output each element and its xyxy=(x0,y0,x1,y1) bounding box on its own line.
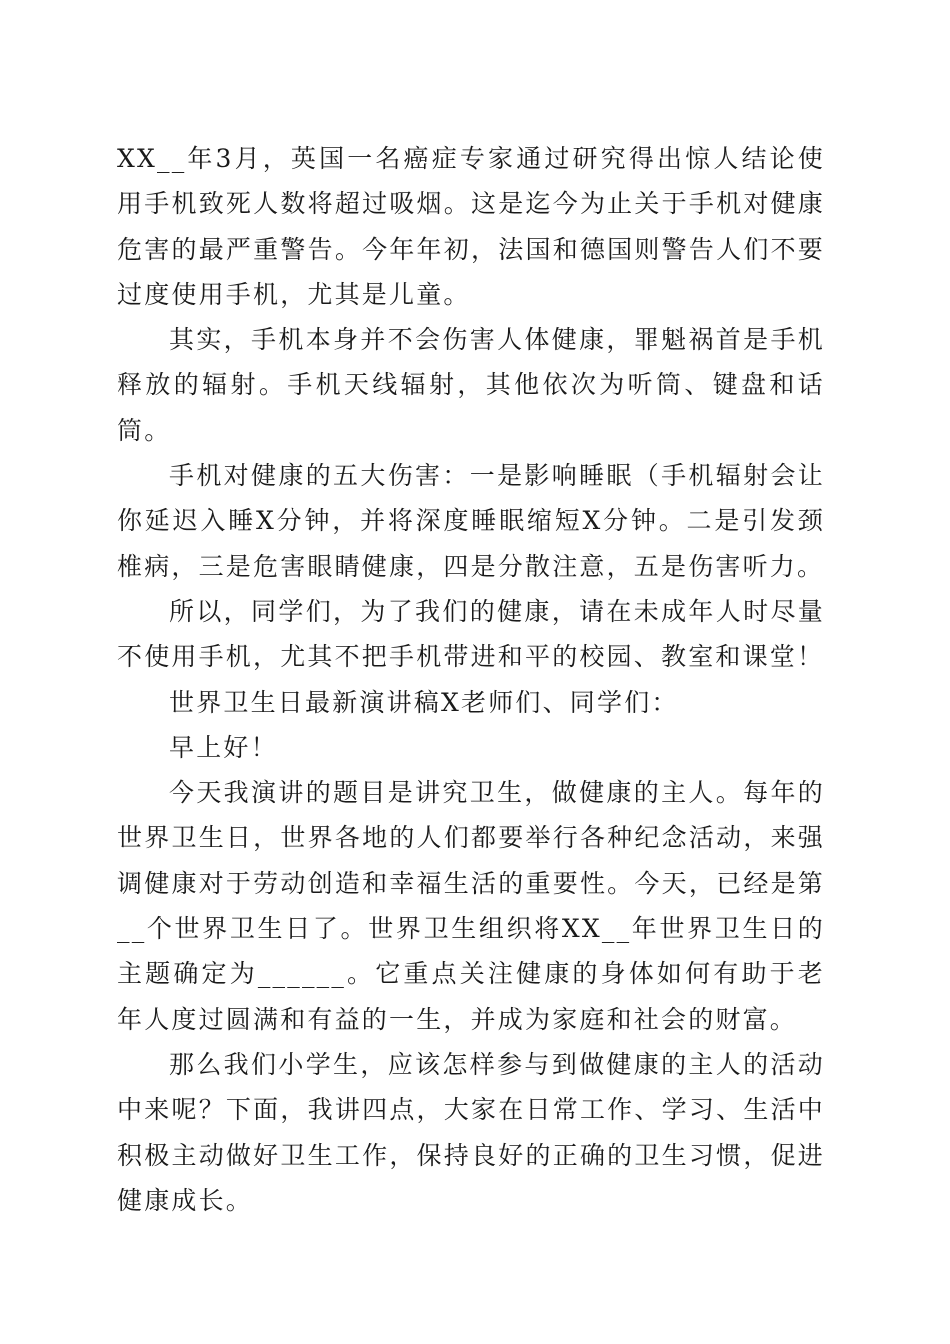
paragraph-intro-phone-warning: XX__年3月，英国一名癌症专家通过研究得出惊人结论使用手机致死人数将超过吸烟。这是迄今为止关于手机对健康危害的最严重警告。今年年初，法国和德国则警告人们不要过度使用手机，尤其是儿童。 xyxy=(117,144,825,309)
document-body xyxy=(117,136,825,1223)
greeting: 早上好！ xyxy=(169,732,278,762)
paragraph-phone-radiation: 其实，手机本身并不会伤害人体健康，罪魁祸首是手机释放的辐射。手机天线辐射，其他依次为听筒、键盘和话筒。 xyxy=(117,325,825,445)
paragraph-conclusion-phone: 所以，同学们，为了我们的健康，请在未成年人时尽量不使用手机，尤其不把手机带进和平的校园、教室和课堂！ xyxy=(117,596,825,672)
paragraph-speech-topic: 今天我演讲的题目是讲究卫生，做健康的主人。每年的世界卫生日，世界各地的人们都要举行各种纪念活动，来强调健康对于劳动创造和幸福生活的重要性。今天，已经是第__个世界卫生日了。世界卫生组织将XX__年世界卫生日的主题确定为______。它重点关注健康的身体如何有助于老年人度过圆满和有益的一生，并成为家庭和社会的财富。 xyxy=(117,778,825,1034)
speech-heading: 世界卫生日最新演讲稿X老师们、同学们： xyxy=(169,687,679,717)
paragraph-students-action: 那么我们小学生，应该怎样参与到做健康的主人的活动中来呢？下面，我讲四点，大家在日常工作、学习、生活中积极主动做好卫生工作，保持良好的正确的卫生习惯，促进健康成长。 xyxy=(117,1049,825,1215)
paragraph-five-harms: 手机对健康的五大伤害：一是影响睡眠（手机辐射会让你延迟入睡X分钟，并将深度睡眠缩短X分钟。二是引发颈椎病，三是危害眼睛健康，四是分散注意，五是伤害听力。 xyxy=(117,461,825,581)
